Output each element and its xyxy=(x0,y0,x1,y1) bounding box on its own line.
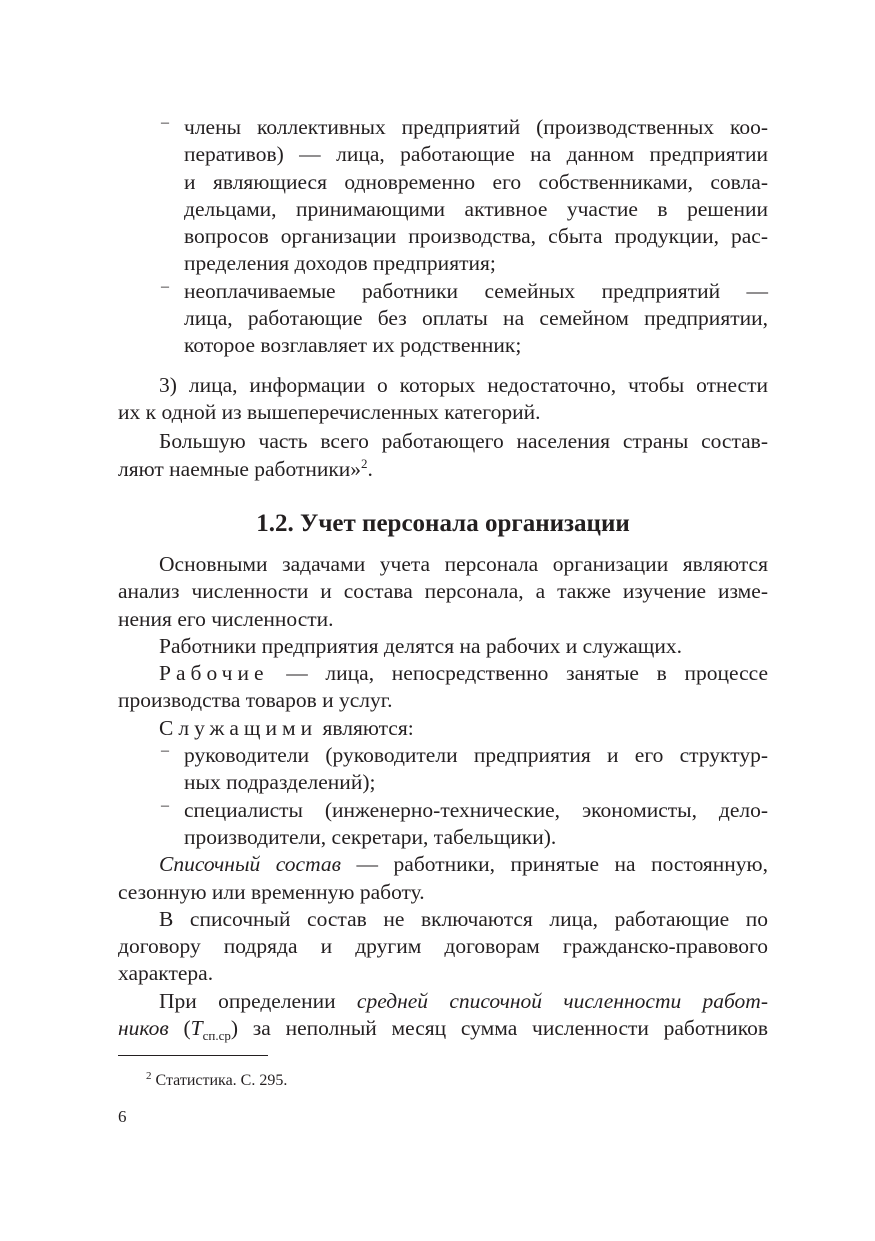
text-line: руководители (руководители предприятия и его структур- xyxy=(184,743,768,768)
text-line: лица, работающие без оплаты на семейном предприятии, xyxy=(184,306,768,331)
text-line xyxy=(118,715,768,742)
text-line: сезонную или временную работу. xyxy=(118,879,425,904)
text-line: характера. xyxy=(118,961,214,986)
text-fragment: ) за неполный месяц сумма численности работников xyxy=(230,1016,768,1041)
text-fragment: При определении xyxy=(159,988,357,1013)
text-fragment: ляют наемные работники» xyxy=(118,456,362,481)
text-fragment: являются: xyxy=(317,715,414,740)
text-line: Работники предприятия делятся на рабочих и служащих. xyxy=(159,633,682,658)
section-body xyxy=(118,551,768,1042)
footnote xyxy=(146,1070,287,1092)
list-dash: – xyxy=(161,114,169,131)
list-item xyxy=(118,797,768,852)
text-fragment: ( xyxy=(168,1016,191,1041)
footnote-rule xyxy=(118,1055,268,1056)
text-line: 3) лица, информации о которых недостаточно, чтобы отнести xyxy=(159,372,768,397)
list-dash: – xyxy=(161,277,169,295)
list-item xyxy=(118,742,768,797)
text-line: и являющиеся одновременно его собственниками, совла- xyxy=(184,169,768,194)
footnote-number: 2 xyxy=(146,1070,152,1082)
text-fragment: — лица, непосредственно занятые в процессе xyxy=(268,661,768,686)
spaced-term: Рабочие xyxy=(159,661,269,686)
list-dash: – xyxy=(161,742,169,760)
list-dash: – xyxy=(161,796,169,814)
footnote-text: Статистика. С. 295. xyxy=(151,1072,288,1089)
text-line: перативов) — лица, работающие на данном предприятии xyxy=(184,142,768,167)
italic-term: ников xyxy=(118,1016,169,1041)
text-line xyxy=(118,660,768,687)
spaced-term: Служащими xyxy=(159,715,318,740)
text-line: вопросов организации производства, сбыта продукции, рас- xyxy=(184,224,768,249)
list-item xyxy=(118,278,768,360)
text-line: которое возглавляет их родственник; xyxy=(184,333,522,358)
text-line: анализ численности и состава персонала, а также изучение изме- xyxy=(118,579,768,604)
text-line: нения его численности. xyxy=(118,606,334,631)
text-line xyxy=(118,456,768,483)
formula-symbol: T xyxy=(190,1016,203,1041)
italic-term: Списочный состав xyxy=(159,852,341,877)
section-heading: 1.2. Учет персонала организации xyxy=(256,510,630,537)
text-line: специалисты (инженерно-технические, экономисты, дело- xyxy=(184,797,768,822)
formula-subscript: сп.ср xyxy=(202,1028,231,1044)
text-line: их к одной из вышеперечисленных категорий. xyxy=(118,399,541,424)
text-line: Основными задачами учета персонала организации являются xyxy=(159,552,768,576)
footnote-ref: 2 xyxy=(361,455,368,471)
text-line: производители, секретари, табельщики). xyxy=(184,824,557,849)
text-line: Большую часть всего работающего населения страны состав- xyxy=(159,429,768,454)
text-line: неоплачиваемые работники семейных предприятий — xyxy=(184,278,768,303)
text-line: производства товаров и услуг. xyxy=(118,688,393,713)
page-number: 6 xyxy=(118,1107,127,1126)
text-line: В списочный состав не включаются лица, работающие по xyxy=(159,906,768,931)
text-line: дельцами, принимающими активное участие в решении xyxy=(184,196,768,221)
text-line xyxy=(118,1015,768,1042)
text-line xyxy=(118,851,768,878)
list-item xyxy=(118,114,768,278)
text-line xyxy=(118,988,768,1015)
continuation-block xyxy=(118,114,768,483)
italic-term: средней списочной численности работ- xyxy=(356,988,768,1013)
text-line: договору подряда и другим договорам гражданско-правового xyxy=(118,934,768,959)
text-fragment: . xyxy=(367,456,373,481)
text-fragment: — работники, принятые на постоянную, xyxy=(340,852,768,877)
text-line: ных подразделений); xyxy=(184,770,376,795)
text-line: члены коллективных предприятий (производственных коо- xyxy=(184,115,768,139)
text-line: пределения доходов предприятия; xyxy=(184,251,496,276)
